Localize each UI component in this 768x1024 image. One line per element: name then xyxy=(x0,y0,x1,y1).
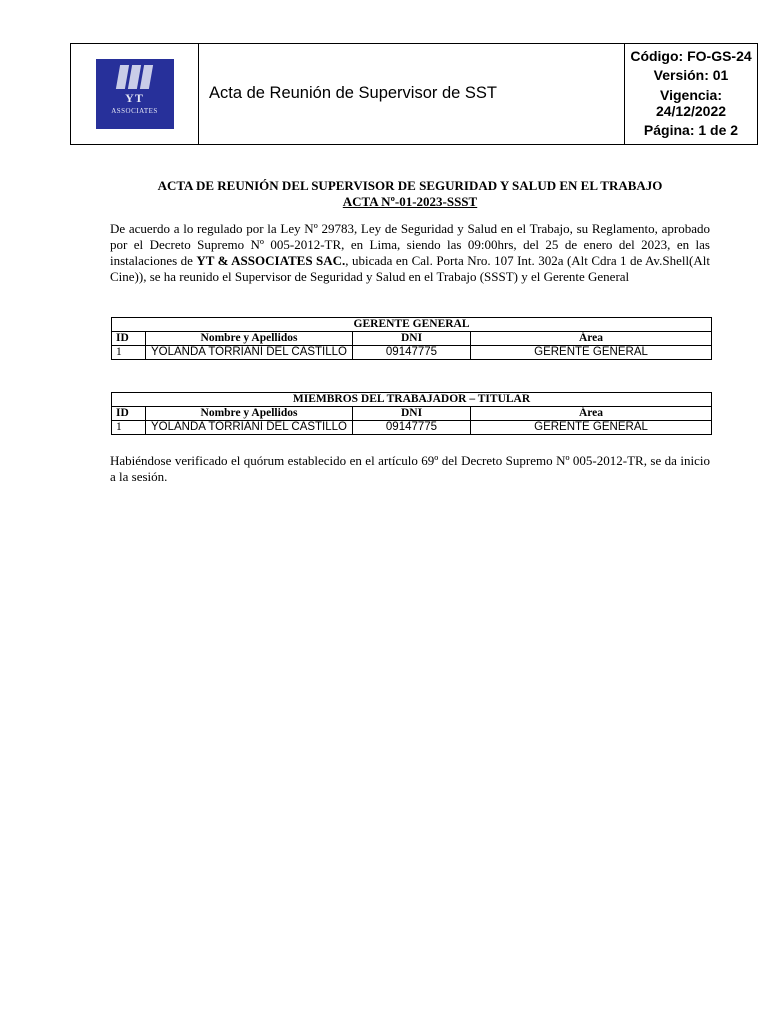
acta-number: ACTA Nº-01-2023-SSST xyxy=(342,194,478,209)
header-title: Acta de Reunión de Supervisor de SST xyxy=(199,44,625,144)
version: Versión: 01 xyxy=(653,67,729,84)
cell-name: YOLANDA TORRIANI DEL CASTILLO xyxy=(146,421,353,435)
column-header-name: Nombre y Apellidos xyxy=(146,407,353,421)
table-row xyxy=(112,421,712,435)
cell-id: 1 xyxy=(112,421,146,435)
table-caption: GERENTE GENERAL xyxy=(112,318,712,332)
cell-dni: 09147775 xyxy=(353,421,471,435)
company-name: YT & ASSOCIATES SAC. xyxy=(196,253,346,268)
column-header-dni: DNI xyxy=(353,407,471,421)
intro-text-continued: , ubicada en Cal. Porta Nro. 107 Int. 302a (Alt Cdra 1 de Av.Shell(Alt Cine)), se ha reunido el Supervisor de Seguridad y Salud en el Trabajo (SSST) y el Gerente General xyxy=(110,253,710,284)
company-logo xyxy=(96,59,174,129)
pagina: Página: 1 de 2 xyxy=(643,122,739,139)
document-header xyxy=(70,43,758,145)
logo-subtext: ASSOCIATES xyxy=(111,107,158,115)
column-header-id: ID xyxy=(112,407,146,421)
cell-id: 1 xyxy=(112,346,146,360)
header-meta xyxy=(625,44,757,144)
closing-paragraph: Habiéndose verificado el quórum establecido en el artículo 69º del Decreto Supremo Nº 005-2012-TR, se da inicio a la sesión. xyxy=(110,453,710,484)
cell-area: GERENTE GENERAL xyxy=(471,346,712,360)
miembros-table xyxy=(111,392,712,435)
cell-name: YOLANDA TORRIANI DEL CASTILLO xyxy=(146,346,353,360)
column-header-id: ID xyxy=(112,332,146,346)
cell-dni: 09147775 xyxy=(353,346,471,360)
column-header-area: Área xyxy=(471,407,712,421)
cell-area: GERENTE GENERAL xyxy=(471,421,712,435)
intro-paragraph xyxy=(110,221,710,285)
table-row xyxy=(112,346,712,360)
column-header-dni: DNI xyxy=(353,332,471,346)
column-header-name: Nombre y Apellidos xyxy=(146,332,353,346)
document-title: ACTA DE REUNIÓN DEL SUPERVISOR DE SEGURIDAD Y SALUD EN EL TRABAJO xyxy=(157,178,663,193)
logo-cell xyxy=(71,44,199,144)
logo-text: YT xyxy=(125,91,144,105)
column-header-area: Área xyxy=(471,332,712,346)
intro-text: De acuerdo a lo regulado por la Ley Nº 29783, Ley de Seguridad y Salud en el Trabajo, su Reglamento, aprobado por el Decreto Supremo Nº 005-2012-TR, en Lima, siendo las 09:00hrs, del 25 de enero del 2023, en las instalaciones de xyxy=(110,221,710,268)
vigencia: Vigencia: 24/12/2022 xyxy=(655,86,727,119)
gerente-table xyxy=(111,317,712,360)
codigo: Código: FO-GS-24 xyxy=(630,47,752,64)
table-caption: MIEMBROS DEL TRABAJADOR – TITULAR xyxy=(112,393,712,407)
logo-mark-icon xyxy=(118,65,151,89)
